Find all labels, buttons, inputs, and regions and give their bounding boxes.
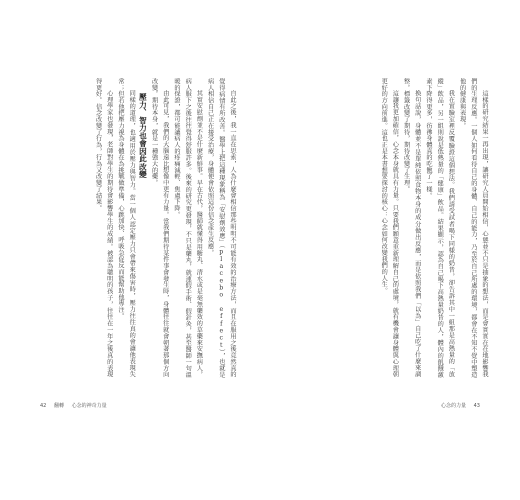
- paragraph: 同樣的道理，也適用於壓力與智力。當一個人認定壓力只會帶來傷害時，壓力往往真的會讓他表現失常；但若他把壓力視為身體在為挑戰做準備，心跳加快、呼吸急促反而能幫助他專注。: [116, 78, 136, 378]
- chapter-title: 心念的神奇力量: [71, 403, 107, 409]
- left-page-body: [18, 78, 238, 378]
- section-heading: 壓力、智力也會因此改變: [138, 93, 148, 179]
- left-page-footer: [40, 402, 113, 409]
- paragraph: 心理學家也發現，老師對學生的期待會影響學生的成績。被認為聰明的孩子，往往在一年之後真的表現得更好。信念改變了行為，行為又改變了結果。: [94, 78, 113, 378]
- paragraph: 換句話說，身體並不是單純依照食物本身的成分做出反應，而是依照我們「以為」自己吃了什麼來調整。標籤改變了期待，期待改變了生理。: [402, 78, 421, 378]
- page-number: 43: [473, 403, 480, 409]
- right-page: [260, 0, 520, 500]
- chapter-title: 心念的力量: [441, 403, 467, 409]
- book-title: 翻轉: [53, 403, 64, 409]
- paragraph: 這樣的研究結果一再出現，讓研究人員開始相信，心態並不只是抽象的想法，而是會實實在在地影響我們的生理反應。一個人如何看待自己的身體、自己的能力，乃至於自己所處的環境，都會在不知不覺中塑造他的健康與表現。: [458, 78, 488, 378]
- right-page-body: [284, 78, 490, 378]
- right-page-footer: [435, 402, 480, 409]
- paragraph: 我在實驗室裡反覆驗證這個想法。我們請受試者喝下同樣的奶昔，卻告訴其中一組那是高熱量的「放縱」飲品，另一組則說是低熱量的「健康」飲品。結果顯示，認為自己喝下高熱量奶昔的人，體內的飢餓激素下降得更多，彷彿身體真的吃飽了一樣。: [424, 78, 455, 378]
- paragraph: 這讓我更加確信，心念本身就具有力量。只要我們願意重新理解自己的處境，就有機會讓身體與心理朝更好的方向前進。這也正是本書想要探討的核心：心念如何改變我們的人生。: [380, 78, 399, 378]
- paragraph: 由此可見，我們的大腦遠比想像中更有力量。當我們期待某件事會發生時，身體往往就會朝著那個方向改變。期待本身，就是一種強大的藥。: [150, 78, 169, 378]
- paragraph: 自此之後，我一直在思索，人為什麼會相信那些明明不可能有效的治療方法，而且在服用之後竟然真的覺得病情有所改善。醫學上把這種現象稱為「安慰劑效應」（placebo effect），也就是病人相信自己正在接受治療，身體便會依照這份信念產生反應。: [206, 78, 236, 378]
- paragraph: 其實安慰劑並不是什麼新鮮事。早在古代，醫師就懂得用糖丸、清水或是毫無藥效的草藥來安撫病人，病人服下之後往往覺得舒服許多。後來的研究更發現，不只是藥丸，就連假手術、假針灸，甚至醫師一句溫暖的保證，都可能讓病人的疼痛減輕、焦慮下降。: [172, 78, 203, 378]
- page-number: 42: [40, 403, 47, 409]
